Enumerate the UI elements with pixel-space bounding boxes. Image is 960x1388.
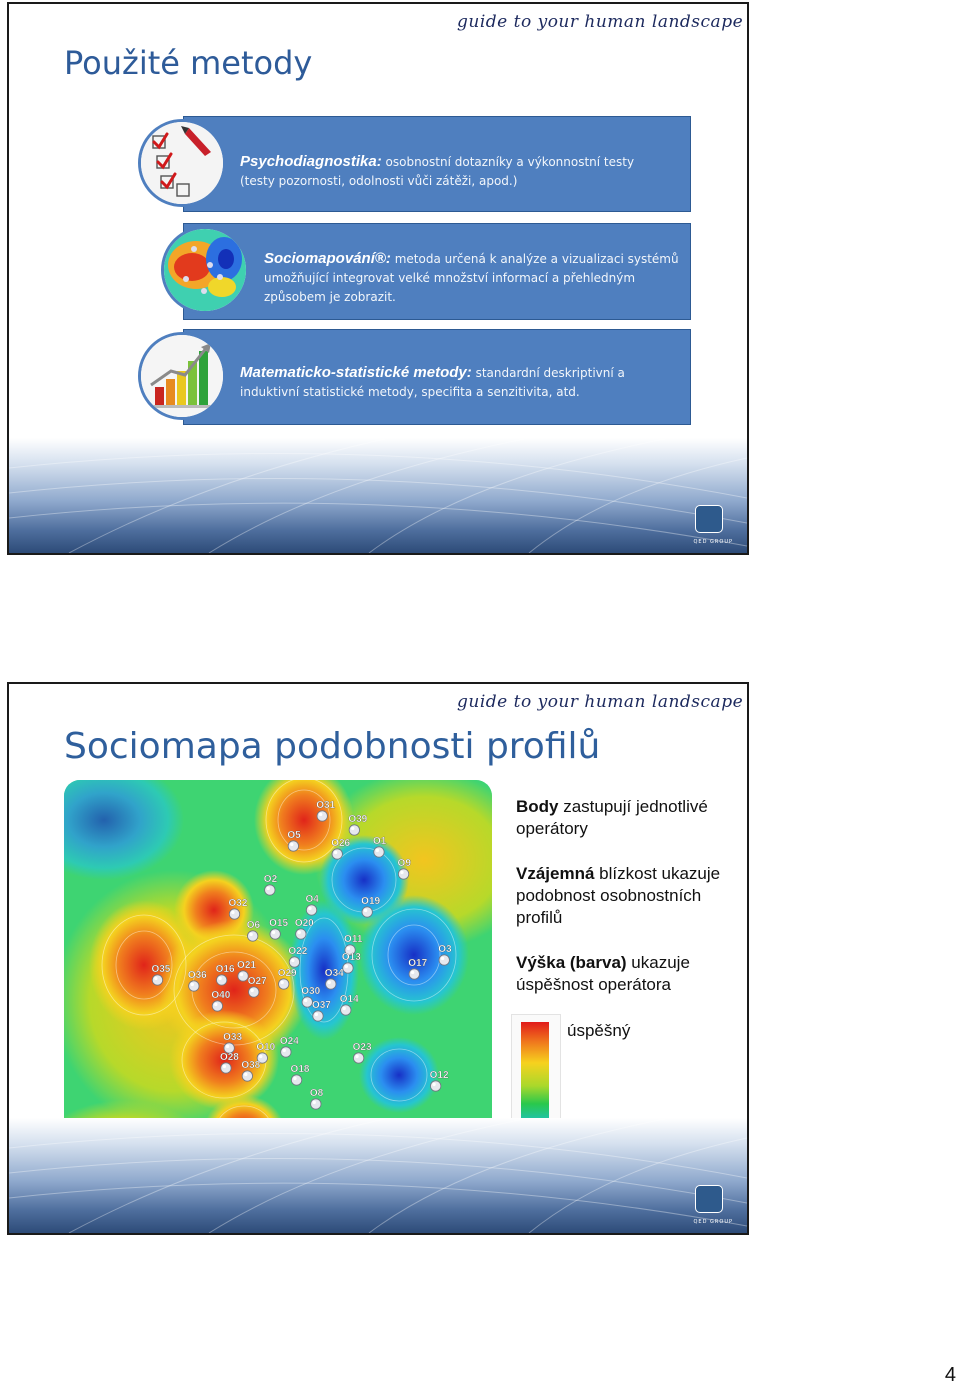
operator-marker bbox=[247, 931, 257, 941]
operator-marker bbox=[374, 847, 384, 857]
operator-label: O20 bbox=[294, 918, 314, 929]
logo-text: QED GROUP bbox=[693, 1219, 733, 1225]
text-proximity-explanation bbox=[516, 863, 736, 929]
operator-label: O10 bbox=[256, 1042, 276, 1053]
method-statistics bbox=[183, 329, 691, 425]
operator-marker-highlight bbox=[342, 1007, 345, 1010]
operator-marker-highlight bbox=[240, 973, 243, 976]
operator-marker bbox=[238, 971, 248, 981]
operator-label: O23 bbox=[352, 1042, 372, 1053]
method-lead: Psychodiagnostika: bbox=[240, 153, 382, 170]
operator-label: O3 bbox=[438, 944, 452, 955]
bold-term: Vzájemná bbox=[516, 864, 595, 883]
operator-marker-highlight bbox=[226, 1045, 229, 1048]
operator-marker-highlight bbox=[308, 907, 311, 910]
operator-label: O6 bbox=[246, 920, 261, 931]
qed-logo-icon bbox=[695, 1185, 723, 1213]
operator-label: O24 bbox=[279, 1036, 299, 1047]
operator-label: O15 bbox=[269, 918, 289, 929]
operator-marker-highlight bbox=[298, 931, 301, 934]
slide-title: Sociomapa podobnosti profilů bbox=[64, 726, 601, 767]
operator-marker bbox=[362, 907, 372, 917]
operator-marker bbox=[326, 979, 336, 989]
operator-marker bbox=[216, 975, 226, 985]
operator-label: O33 bbox=[223, 1032, 243, 1043]
operator-marker bbox=[229, 909, 239, 919]
operator-label: O28 bbox=[219, 1052, 239, 1063]
method-lead: Sociomapování®: bbox=[264, 250, 391, 267]
operator-marker bbox=[289, 957, 299, 967]
operator-label: O27 bbox=[247, 976, 267, 987]
operator-marker bbox=[189, 981, 199, 991]
bar-chart-icon bbox=[138, 332, 226, 420]
operator-marker-highlight bbox=[223, 1065, 226, 1068]
slide-sociomap bbox=[7, 682, 749, 1235]
operator-label: O39 bbox=[348, 814, 368, 825]
operator-marker bbox=[311, 1099, 321, 1109]
operator-label: O21 bbox=[237, 960, 256, 971]
operator-label: O32 bbox=[228, 898, 248, 909]
operator-marker-highlight bbox=[345, 965, 348, 968]
operator-marker bbox=[152, 975, 162, 985]
operator-label: O8 bbox=[309, 1088, 324, 1099]
operator-marker-highlight bbox=[249, 933, 252, 936]
operator-marker-highlight bbox=[411, 971, 414, 974]
operator-marker-highlight bbox=[283, 1049, 286, 1052]
operator-marker-highlight bbox=[432, 1083, 435, 1086]
legend-label-success: úspěšný bbox=[567, 1021, 631, 1040]
operator-marker-highlight bbox=[214, 1003, 217, 1006]
operator-marker bbox=[296, 929, 306, 939]
operator-marker bbox=[343, 963, 353, 973]
sociomap-icon bbox=[161, 226, 249, 314]
operator-marker bbox=[398, 869, 408, 879]
operator-marker-highlight bbox=[244, 1073, 247, 1076]
operator-marker-highlight bbox=[355, 1055, 358, 1058]
operator-marker-highlight bbox=[351, 827, 354, 830]
operator-label: O22 bbox=[288, 946, 308, 957]
operator-marker bbox=[291, 1075, 301, 1085]
operator-marker bbox=[288, 841, 298, 851]
operator-marker-highlight bbox=[304, 999, 307, 1002]
footer-banner bbox=[9, 1118, 747, 1233]
method-lead: Matematicko-statistické metody: bbox=[240, 364, 472, 381]
operator-marker-highlight bbox=[313, 1101, 316, 1104]
operator-label: O37 bbox=[311, 1000, 331, 1011]
operator-marker-highlight bbox=[280, 981, 283, 984]
operator-label: O26 bbox=[331, 838, 351, 849]
operator-marker-highlight bbox=[315, 1013, 318, 1016]
operator-label: O36 bbox=[187, 970, 207, 981]
operator-marker bbox=[249, 987, 259, 997]
operator-marker bbox=[279, 979, 289, 989]
operator-marker-highlight bbox=[291, 959, 294, 962]
operator-marker bbox=[317, 811, 327, 821]
page-number: 4 bbox=[944, 1364, 956, 1386]
operator-label: O38 bbox=[241, 1060, 261, 1071]
text-points-explanation bbox=[516, 796, 736, 840]
operator-label: O4 bbox=[305, 894, 319, 905]
operator-label: O11 bbox=[344, 934, 363, 945]
method-desc: standardní deskriptivní a induktivní statistické metody, specifita a senzitivita, atd. bbox=[240, 366, 625, 399]
bold-term: Výška (barva) bbox=[516, 953, 627, 972]
operator-label: O29 bbox=[277, 968, 297, 979]
operator-label: O9 bbox=[397, 858, 411, 869]
operator-label: O19 bbox=[361, 896, 381, 907]
method-desc: osobnostní dotazníky a výkonnostní testy (testy pozornosti, odolnosti vůči zátěži, apod.) bbox=[240, 155, 635, 188]
operator-marker bbox=[349, 825, 359, 835]
operator-marker-highlight bbox=[272, 931, 275, 934]
operator-marker bbox=[221, 1063, 231, 1073]
operator-marker bbox=[332, 849, 342, 859]
operator-marker bbox=[313, 1011, 323, 1021]
operator-marker-highlight bbox=[364, 909, 367, 912]
operator-marker-highlight bbox=[250, 989, 253, 992]
operator-marker-highlight bbox=[319, 813, 322, 816]
operator-label: O12 bbox=[429, 1070, 449, 1081]
operator-marker-highlight bbox=[154, 977, 157, 980]
operator-label: O18 bbox=[290, 1064, 310, 1075]
operator-marker-highlight bbox=[259, 1055, 262, 1058]
operator-marker bbox=[306, 905, 316, 915]
operator-marker-highlight bbox=[441, 957, 444, 960]
bold-term: Body bbox=[516, 797, 559, 816]
method-sociomapping bbox=[183, 223, 691, 320]
operator-marker-highlight bbox=[231, 911, 234, 914]
operator-marker bbox=[409, 969, 419, 979]
signature: guide to your human landscape bbox=[457, 12, 744, 32]
operator-label: O16 bbox=[215, 964, 235, 975]
operator-marker-highlight bbox=[293, 1077, 296, 1080]
operator-marker bbox=[281, 1047, 291, 1057]
logo-text: QED GROUP bbox=[693, 539, 733, 545]
explanation-text: blízkost ukazuje podobnost osobnostních profilů bbox=[516, 864, 721, 927]
operator-label: O40 bbox=[211, 990, 231, 1001]
operator-label: O5 bbox=[287, 830, 301, 841]
slide-methods bbox=[7, 2, 749, 555]
operator-label: O17 bbox=[408, 958, 428, 969]
operator-marker-highlight bbox=[218, 977, 221, 980]
operator-marker bbox=[265, 885, 275, 895]
operator-marker-highlight bbox=[347, 947, 350, 950]
explanation-text: zastupují jednotlivé operátory bbox=[516, 797, 708, 838]
operator-label: O30 bbox=[301, 986, 321, 997]
operator-marker-highlight bbox=[191, 983, 194, 986]
method-desc: metoda určená k analýze a vizualizaci systémů umožňující integrovat velké množství informací a přehledným způsobem je zobrazit. bbox=[264, 252, 679, 304]
operator-marker bbox=[353, 1053, 363, 1063]
operator-marker bbox=[439, 955, 449, 965]
operator-marker-highlight bbox=[267, 887, 270, 890]
operator-marker-highlight bbox=[328, 981, 331, 984]
operator-label: O35 bbox=[151, 964, 171, 975]
slide-title: Použité metody bbox=[64, 44, 313, 82]
operator-label: O34 bbox=[324, 968, 344, 979]
operator-marker-highlight bbox=[376, 849, 379, 852]
operator-marker-highlight bbox=[334, 851, 337, 854]
operator-label: O14 bbox=[339, 994, 359, 1005]
explanation-text: ukazuje úspěšnost operátora bbox=[516, 953, 690, 994]
operator-marker-highlight bbox=[290, 843, 293, 846]
signature: guide to your human landscape bbox=[457, 692, 744, 712]
operator-marker bbox=[242, 1071, 252, 1081]
operator-marker bbox=[430, 1081, 440, 1091]
operator-marker-highlight bbox=[400, 871, 403, 874]
qed-logo-icon bbox=[695, 505, 723, 533]
operator-label: O2 bbox=[263, 874, 278, 885]
operator-label: O31 bbox=[316, 800, 336, 811]
operator-label: O13 bbox=[341, 952, 361, 963]
method-psychodiagnostics bbox=[183, 116, 691, 212]
operator-marker bbox=[212, 1001, 222, 1011]
text-height-explanation bbox=[516, 952, 736, 996]
operator-marker bbox=[341, 1005, 351, 1015]
operator-marker bbox=[302, 997, 312, 1007]
operator-marker bbox=[270, 929, 280, 939]
checklist-icon bbox=[138, 119, 226, 207]
operator-label: O1 bbox=[372, 836, 387, 847]
footer-banner bbox=[9, 438, 747, 553]
